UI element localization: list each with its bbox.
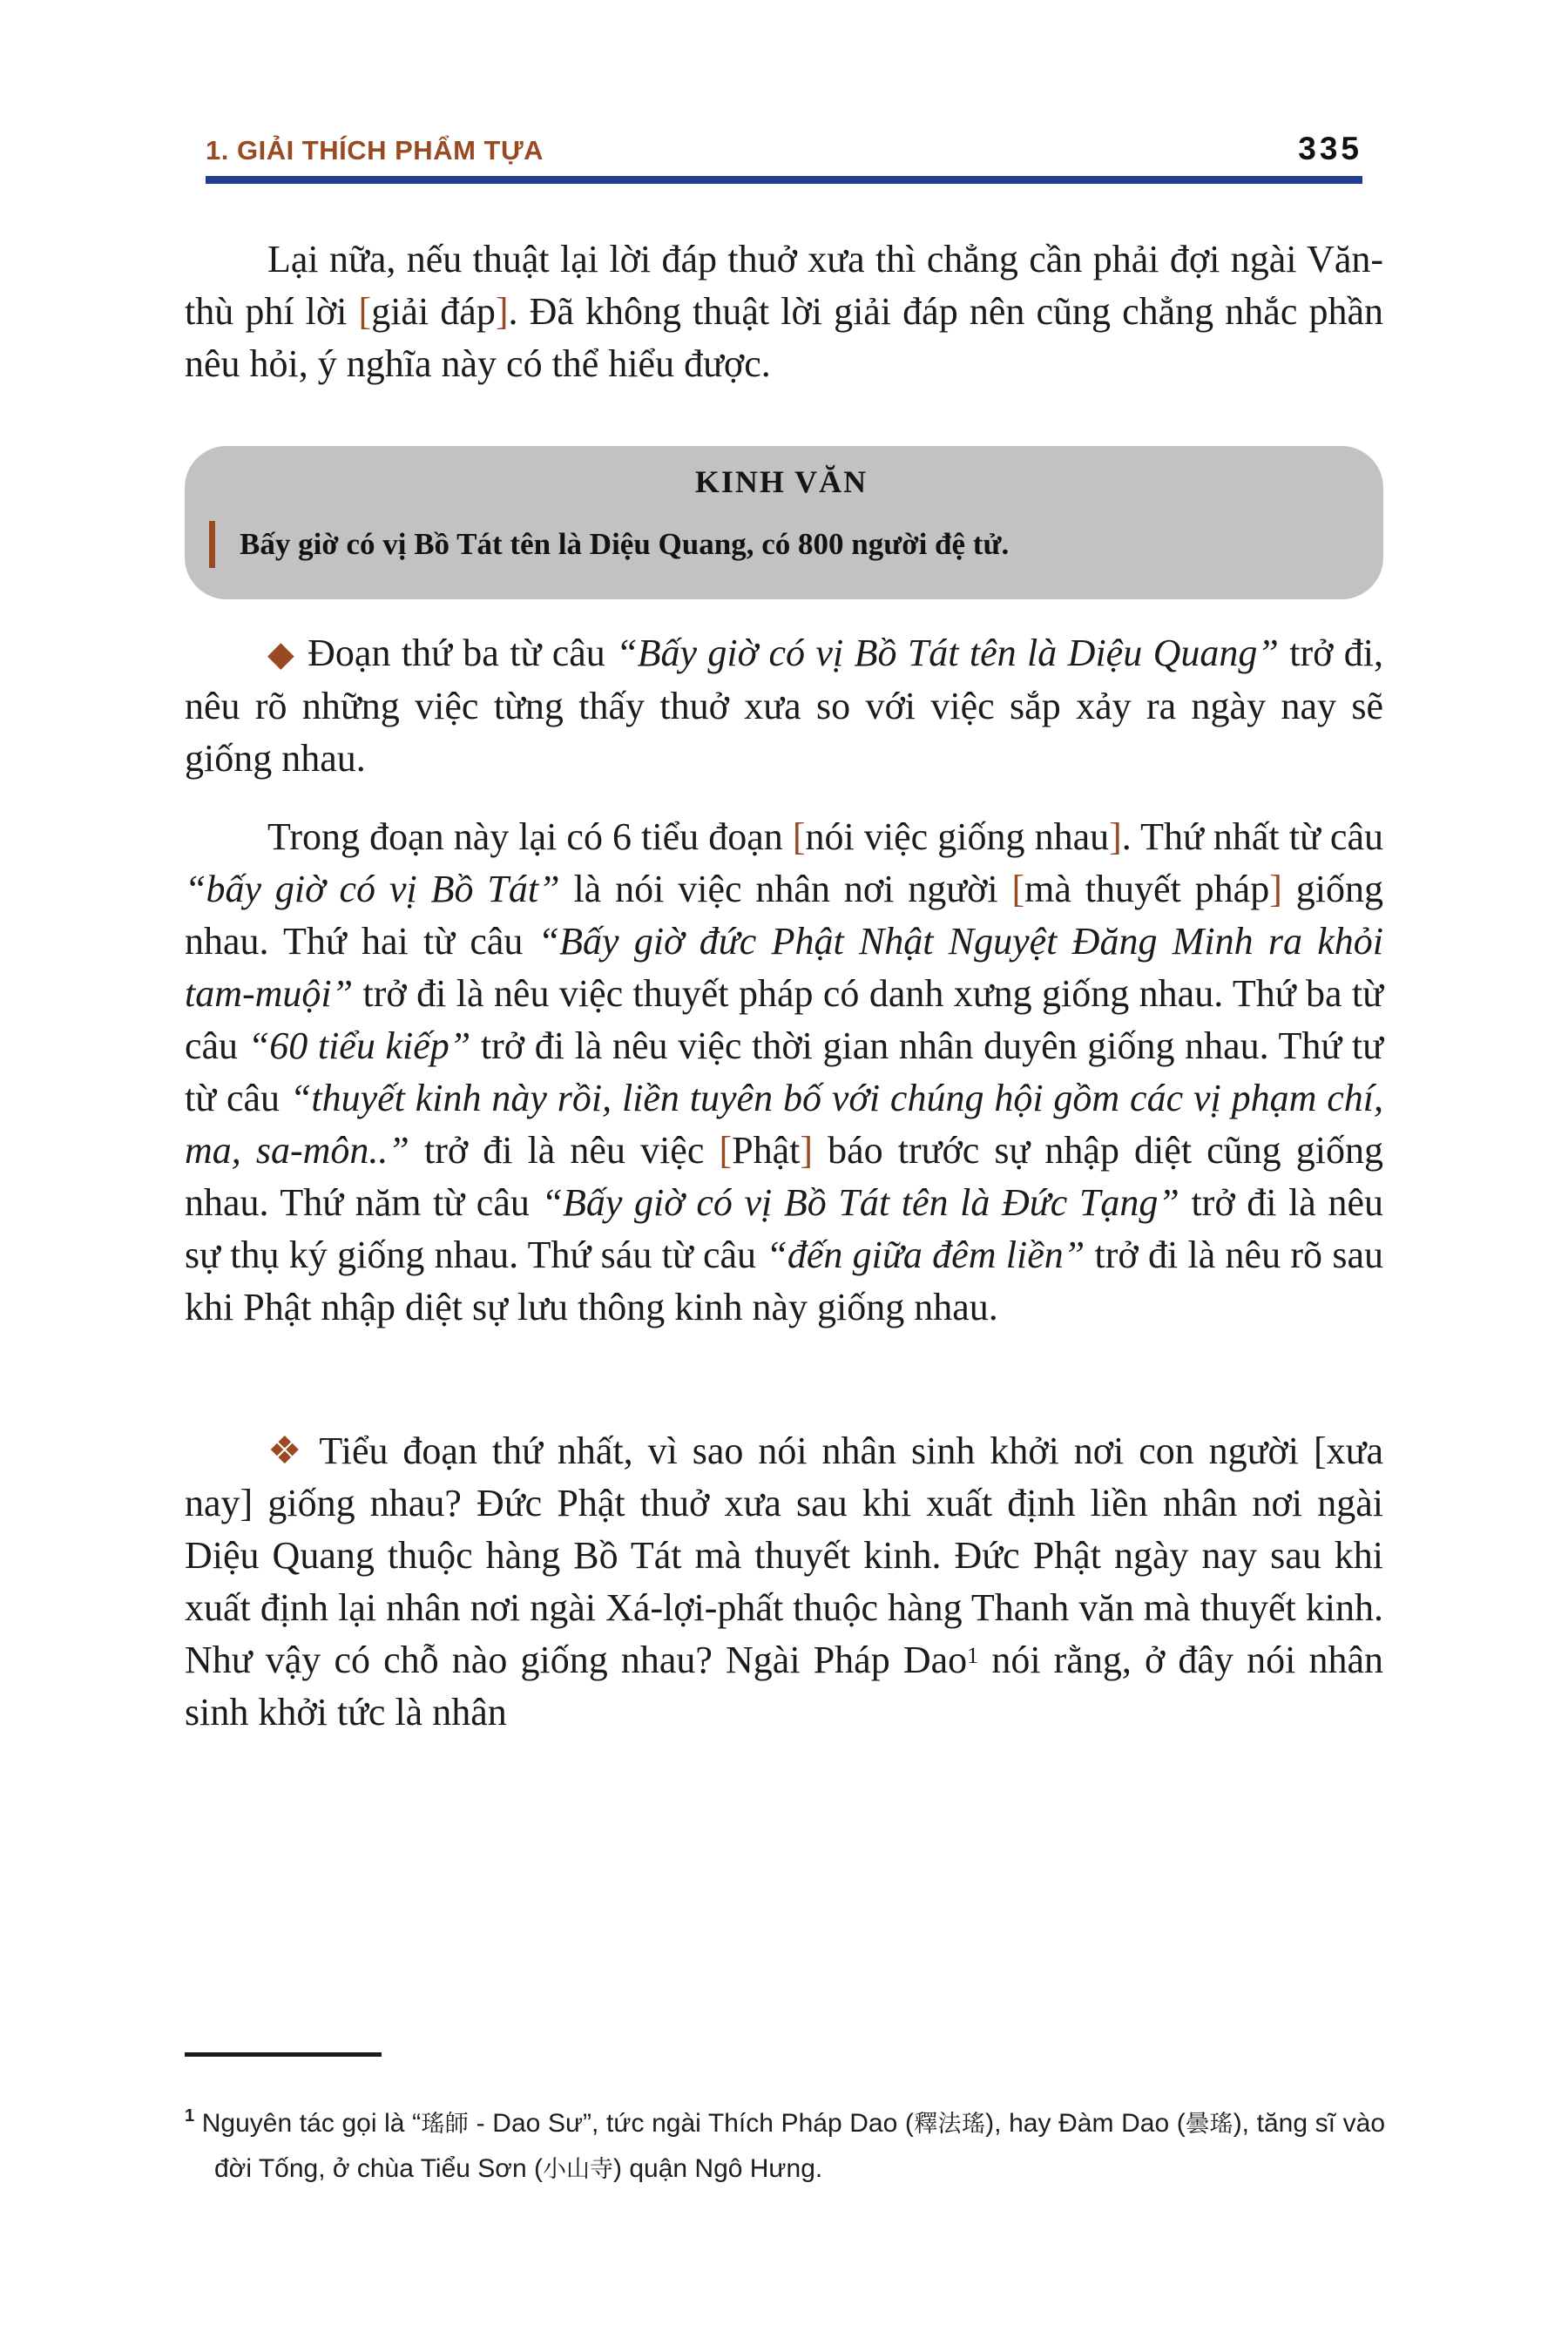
paragraph bbox=[185, 627, 1383, 785]
kinh-van-quote-row bbox=[209, 521, 1354, 568]
text-segment: Đoạn thứ ba từ câu bbox=[308, 632, 617, 674]
text-segment-cjk: 曇瑤 bbox=[1185, 2111, 1233, 2137]
text-segment-q: “60 tiểu kiếp” bbox=[247, 1024, 471, 1067]
text-segment-sup: 1 bbox=[967, 1643, 979, 1668]
text-segment: . Thứ nhất từ câu bbox=[1121, 815, 1383, 858]
text-segment: trở đi là nêu sự thụ ký giống nhau. Thứ sáu từ câu bbox=[185, 1181, 1383, 1276]
text-segment: Tiểu đoạn thứ nhất, vì sao nói nhân sinh khởi nơi con người [xưa nay] giống nhau? Đức Phật thuở xưa sau khi xuất định liền nhân nơi ngài Diệu Quang thuộc hàng Bồ Tát mà thuyết kinh. Đức Phật ngày nay sau khi xuất định lại nhân nơi ngài Xá-lợi-phất thuộc hàng Thanh văn mà thuyết kinh. Như vậy có chỗ nào giống nhau? Ngài Pháp Dao bbox=[185, 1429, 1383, 1681]
text-segment: nói việc giống nhau bbox=[805, 815, 1110, 858]
text-segment-q: “bấy giờ có vị Bồ Tát” bbox=[185, 868, 560, 910]
text-segment: là nói việc nhân nơi người bbox=[559, 868, 1012, 910]
text-segment-bk: [ bbox=[792, 815, 806, 858]
paragraph bbox=[185, 811, 1383, 1334]
page-number: 335 bbox=[1298, 131, 1362, 166]
text-segment: Lại nữa, nếu thuật lại lời đáp thuở xưa thì chẳng cần phải đợi ngài Văn-thù phí lời bbox=[185, 238, 1383, 333]
text-segment: giống nhau. Thứ hai từ câu bbox=[185, 868, 1384, 963]
text-segment: trở đi là nêu việc bbox=[409, 1129, 720, 1172]
text-segment: - Dao Sư”, tức ngài Thích Pháp Dao ( bbox=[469, 2109, 914, 2138]
text-segment: trở đi là nêu rõ sau khi Phật nhập diệt sự lưu thông kinh này giống nhau. bbox=[185, 1233, 1383, 1328]
section-title: 1. GIẢI THÍCH PHẨM TỰA bbox=[206, 135, 544, 166]
page-header bbox=[206, 131, 1362, 184]
text-segment: ) quận Ngô Hưng. bbox=[613, 2154, 823, 2183]
text-segment-cjk: 釋法瑤 bbox=[913, 2111, 986, 2137]
body-paragraphs-before-box bbox=[185, 233, 1383, 390]
text-segment: báo trước sự nhập diệt cũng giống nhau. Thứ năm từ câu bbox=[185, 1129, 1383, 1224]
paragraph bbox=[185, 1425, 1383, 1739]
footnote-separator bbox=[185, 2052, 382, 2057]
text-segment-bk: [ bbox=[358, 290, 372, 333]
text-segment-cjk: 瑤師 bbox=[421, 2111, 470, 2137]
quote-bar-icon bbox=[209, 521, 215, 568]
text-segment-q: “thuyết kinh này rồi, liền tuyên bố với chúng hội gồm các vị phạm chí, ma, sa-môn..” bbox=[185, 1077, 1383, 1172]
text-segment-cjk: 小山寺 bbox=[543, 2156, 613, 2182]
text-segment-q: “Bấy giờ có vị Bồ Tát tên là Diệu Quang” bbox=[616, 632, 1279, 674]
text-segment: mà thuyết pháp bbox=[1024, 868, 1270, 910]
four-diamond-bullet-icon: ❖ bbox=[267, 1429, 308, 1473]
diamond-bullet-icon: ◆ bbox=[267, 634, 296, 674]
page-content bbox=[185, 233, 1383, 1739]
text-segment-supb: 1 bbox=[185, 2106, 195, 2126]
text-segment: trở đi là nêu việc thuyết pháp có danh xưng giống nhau. Thứ ba từ câu bbox=[185, 972, 1383, 1067]
kinh-van-quote: Bấy giờ có vị Bồ Tát tên là Diệu Quang, có 800 người đệ tử. bbox=[240, 527, 1010, 561]
text-segment: giải đáp bbox=[371, 290, 496, 333]
text-segment: Nguyên tác gọi là “ bbox=[194, 2109, 422, 2138]
text-segment-bk: [ bbox=[719, 1129, 733, 1172]
text-segment: Trong đoạn này lại có 6 tiểu đoạn bbox=[267, 815, 793, 858]
text-segment-bk: ] bbox=[1269, 868, 1282, 910]
text-segment: . Đã không thuật lời giải đáp nên cũng chẳng nhắc phần nêu hỏi, ý nghĩa này có thể hiểu được. bbox=[185, 290, 1384, 385]
text-segment-bk: ] bbox=[800, 1129, 813, 1172]
text-segment: trở đi, nêu rõ những việc từng thấy thuở xưa so với việc sắp xảy ra ngày nay sẽ giống nhau. bbox=[185, 632, 1383, 780]
kinh-van-title: KINH VĂN bbox=[694, 464, 868, 499]
kinh-van-box bbox=[185, 446, 1383, 599]
text-segment: trở đi là nêu việc thời gian nhân duyên giống nhau. Thứ tư từ câu bbox=[185, 1024, 1383, 1119]
text-segment-bk: [ bbox=[1011, 868, 1025, 910]
footnote bbox=[185, 2101, 1385, 2192]
text-segment: Phật bbox=[732, 1129, 801, 1172]
text-segment-q: “Bấy giờ đức Phật Nhật Nguyệt Đăng Minh ra khỏi tam-muội” bbox=[185, 920, 1383, 1015]
paragraph bbox=[185, 233, 1383, 390]
text-segment-q: “đến giữa đêm liền” bbox=[766, 1233, 1085, 1276]
text-segment-q: “Bấy giờ có vị Bồ Tát tên là Đức Tạng” bbox=[541, 1181, 1179, 1224]
text-segment: nói rằng, ở đây nói nhân sinh khởi tức là nhân bbox=[185, 1639, 1383, 1734]
body-paragraphs-after-box bbox=[185, 627, 1383, 1739]
text-segment-bk: ] bbox=[1109, 815, 1122, 858]
text-segment: ), hay Đàm Dao ( bbox=[985, 2109, 1186, 2138]
text-segment: ), tăng sĩ vào đời Tống, ở chùa Tiểu Sơn ( bbox=[214, 2109, 1386, 2183]
text-segment-bk: ] bbox=[495, 290, 509, 333]
